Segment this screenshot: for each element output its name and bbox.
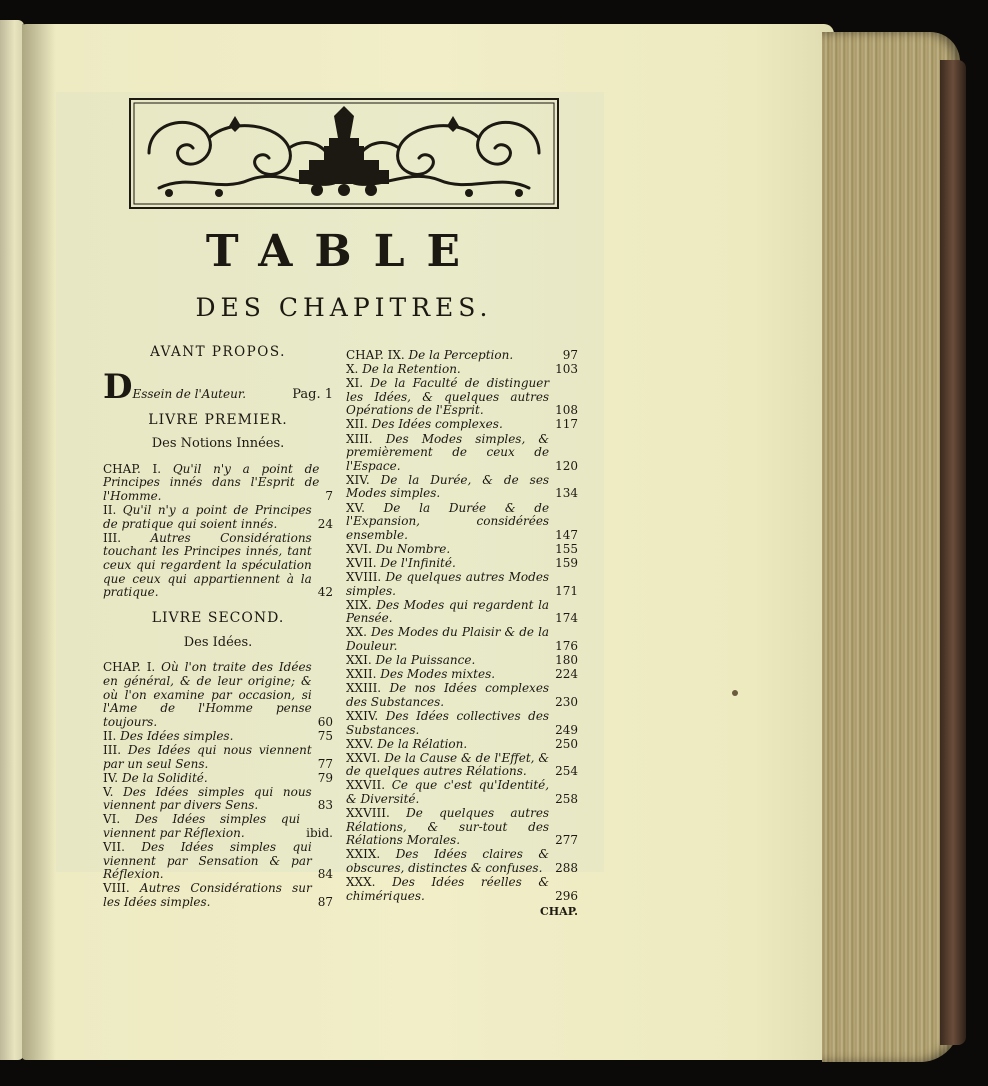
- toc-entry-title: De la Puissance.: [375, 653, 476, 668]
- toc-entry: [103, 772, 333, 786]
- toc-entry: [346, 599, 578, 626]
- toc-entry-title: De la Durée & de l'Expansion, considérées ensemble.: [346, 500, 550, 542]
- toc-entry-label: XIV.: [346, 472, 370, 487]
- toc-entry: [346, 474, 578, 501]
- toc-entry-page: 87: [317, 895, 333, 909]
- toc-entry-page: 60: [317, 714, 333, 729]
- toc-entry-page: 24: [317, 516, 333, 531]
- toc-entry-title: Où l'on traite des Idées en général, & de leur origine; & où l'on examine par occasion, si l'Ame de l'Homme pense toujours.: [103, 660, 312, 729]
- toc-entry-title: Des Idées simples.: [120, 728, 234, 743]
- toc-entry-page: 254: [555, 764, 578, 779]
- toc-entry-label: II.: [103, 503, 117, 518]
- toc-entry-page: 103: [555, 362, 578, 377]
- toc-entry-title: Des Modes du Plaisir & de la Douleur.: [346, 625, 550, 653]
- toc-entry: [346, 848, 578, 875]
- toc-entry-label: IV.: [103, 770, 119, 785]
- toc-entry: [346, 779, 578, 806]
- toc-entry-page: 117: [555, 417, 578, 432]
- toc-entry-page: 79: [317, 770, 333, 785]
- toc-entry: [103, 532, 333, 600]
- toc-entry-title: Qu'il n'y a point de Principes innés dans l'Esprit de l'Homme.: [103, 461, 320, 503]
- toc-entry-title: Des Idées simples qui viennent par Réflexion.: [103, 812, 301, 841]
- toc-entry-page: 120: [555, 458, 578, 473]
- toc-entry: [346, 710, 578, 737]
- toc-entry: [346, 876, 578, 903]
- toc-entry-label: V.: [103, 784, 114, 799]
- toc-entry-title: Des Idées réelles & chimériques.: [346, 875, 550, 903]
- livre-second-entries: [103, 661, 333, 909]
- toc-entry-page: 159: [555, 555, 578, 570]
- dessein-entry: [103, 366, 333, 407]
- toc-entry-label: XVII.: [346, 555, 377, 570]
- toc-entry-page: 277: [555, 833, 578, 848]
- toc-entry-page: 7: [325, 488, 333, 503]
- toc-entry-page: 224: [555, 667, 578, 682]
- toc-entry-label: XXIII.: [346, 681, 382, 696]
- toc-entry-label: XVIII.: [346, 570, 382, 584]
- cover-edge: [940, 60, 966, 1045]
- toc-entry-page: ibid.: [306, 826, 333, 841]
- livre-second-heading: LIVRE SECOND.: [151, 610, 285, 627]
- toc-entry-title: De quelques autres Modes simples.: [346, 570, 550, 598]
- toc-entry-page: 83: [317, 798, 333, 813]
- toc-entry: [103, 841, 333, 882]
- toc-entry-label: XX.: [346, 625, 367, 640]
- toc-entry: [346, 682, 578, 709]
- toc-entry: [346, 654, 578, 668]
- toc-entry: [346, 738, 578, 752]
- toc-entry: [103, 661, 333, 729]
- toc-entry-label: XXVI.: [346, 750, 381, 765]
- toc-entry-page: 258: [555, 792, 578, 806]
- dessein-page: Pag. 1: [292, 386, 333, 402]
- toc-entry-label: CHAP. I.: [103, 461, 162, 476]
- previous-page-edge: [0, 20, 24, 1060]
- toc-entry: [346, 668, 578, 682]
- toc-entry-page: 75: [317, 728, 333, 743]
- toc-entry-label: XIII.: [346, 431, 373, 446]
- right-entries: [346, 349, 578, 903]
- livre-premier-entries: [103, 463, 333, 600]
- toc-entry-label: XI.: [346, 376, 364, 391]
- toc-entry-label: XV.: [346, 500, 365, 515]
- toc-entry-title: Qu'il n'y a point de Principes de pratique qui soient innés.: [103, 503, 312, 531]
- toc-entry-page: 288: [555, 860, 578, 875]
- toc-entry: [103, 730, 333, 744]
- toc-entry-title: Ce que c'est qu'Identité, & Diversité.: [346, 778, 550, 806]
- toc-entry-page: 174: [555, 611, 578, 626]
- toc-entry-title: De la Cause & de l'Effet, & de quelques autres Rélations.: [346, 750, 550, 779]
- toc-entry-title: Des Idées simples qui nous viennent par divers Sens.: [103, 784, 312, 813]
- toc-entry-label: XXI.: [346, 653, 372, 668]
- toc-entry-title: Des Idées qui nous viennent par un seul Sens.: [103, 742, 312, 771]
- toc-entry-page: 42: [317, 585, 333, 600]
- toc-entry-label: X.: [346, 362, 359, 377]
- toc-entry-title: Des Idées complexes.: [371, 417, 503, 432]
- toc-entry-page: 147: [555, 527, 578, 542]
- toc-entry: [346, 433, 578, 474]
- toc-entry-label: CHAP. I.: [103, 660, 156, 675]
- toc-entry-label: XIX.: [346, 597, 372, 612]
- catchword: CHAP.: [540, 905, 578, 919]
- toc-entry: [103, 504, 333, 531]
- toc-entry: [103, 882, 333, 909]
- toc-entry-label: XXX.: [346, 875, 376, 890]
- toc-entry: [346, 363, 578, 377]
- toc-entry: [103, 813, 333, 840]
- page-speck: [732, 690, 738, 696]
- toc-entry-title: De la Solidité.: [121, 770, 208, 785]
- toc-entry-label: XXVIII.: [346, 806, 390, 821]
- toc-entry-title: Des Modes simples, & premièrement de ceux de l'Espace.: [346, 431, 550, 473]
- toc-entry: [346, 807, 578, 848]
- avant-propos-heading: AVANT PROPOS.: [150, 344, 286, 360]
- toc-entry-label: XXII.: [346, 667, 377, 682]
- toc-entry-page: 230: [555, 694, 578, 709]
- toc-entry-title: Des Modes qui regardent la Pensée.: [346, 597, 550, 626]
- toc-entry-label: XII.: [346, 417, 368, 432]
- ornamental-headpiece: [129, 98, 559, 209]
- page-title: TABLE: [205, 226, 483, 277]
- toc-entry-label: XXVII.: [346, 778, 386, 793]
- toc-entry: [103, 786, 333, 813]
- toc-entry-title: Des Modes mixtes.: [380, 667, 496, 682]
- toc-entry-title: De quelques autres Rélations, & sur-tout des Rélations Morales.: [346, 806, 550, 848]
- toc-entry-label: XVI.: [346, 541, 372, 556]
- right-column: [346, 349, 578, 919]
- toc-entry-title: De la Perception.: [408, 348, 514, 362]
- drop-cap: D: [103, 366, 133, 407]
- toc-entry-title: De la Durée, & de ses Modes simples.: [346, 472, 550, 501]
- toc-entry-page: 171: [555, 583, 578, 598]
- toc-entry-title: De nos Idées complexes des Substances.: [346, 681, 550, 709]
- toc-entry: [346, 502, 578, 543]
- toc-entry-title: De l'Infinité.: [380, 555, 456, 570]
- toc-entry: [103, 463, 333, 504]
- toc-entry: [346, 752, 578, 779]
- toc-entry-title: Des Idées collectives des Substances.: [346, 708, 550, 737]
- toc-entry-label: VIII.: [103, 881, 130, 896]
- livre-second-subtitle: Des Idées.: [183, 634, 253, 650]
- toc-entry: [346, 557, 578, 571]
- toc-entry-page: 134: [555, 486, 578, 501]
- toc-entry-label: XXIV.: [346, 708, 379, 723]
- toc-entry-title: De la Rélation.: [377, 736, 468, 751]
- page-subtitle: DES CHAPITRES.: [195, 293, 493, 322]
- toc-entry: [346, 626, 578, 653]
- toc-entry-page: 108: [555, 403, 578, 418]
- toc-entry-title: Du Nombre.: [375, 541, 451, 556]
- toc-entry-page: 176: [555, 638, 578, 653]
- toc-entry-label: II.: [103, 728, 117, 743]
- toc-entry: [346, 377, 578, 418]
- toc-entry-title: Des Idées claires & obscures, distinctes & confuses.: [346, 847, 550, 875]
- toc-entry-label: XXIX.: [346, 847, 381, 862]
- toc-entry-page: 97: [562, 348, 578, 362]
- toc-entry: [346, 418, 578, 432]
- toc-entry: [103, 744, 333, 771]
- toc-entry-title: Des Idées simples qui viennent par Sensation & par Réflexion.: [103, 840, 312, 882]
- toc-entry-label: III.: [103, 530, 122, 545]
- toc-entry-page: 180: [555, 653, 578, 668]
- toc-entry-label: VII.: [103, 840, 125, 855]
- toc-entry-title: Autres Considérations sur les Idées simples.: [103, 881, 312, 909]
- livre-premier-subtitle: Des Notions Innées.: [151, 436, 285, 452]
- toc-entry-label: CHAP. IX.: [346, 348, 405, 362]
- toc-entry-label: III.: [103, 742, 122, 757]
- toc-entry-label: XXV.: [346, 736, 374, 751]
- toc-entry: [346, 571, 578, 598]
- toc-entry: [346, 349, 578, 363]
- toc-entry-label: VI.: [103, 812, 121, 827]
- gutter-shadow: [22, 24, 56, 1060]
- toc-entry-page: 84: [317, 867, 333, 882]
- toc-entry-title: De la Faculté de distinguer les Idées, & quelques autres Opérations de l'Esprit.: [346, 376, 550, 418]
- dessein-text: Essein de l'Auteur.: [132, 386, 247, 401]
- toc-entry-title: De la Retention.: [362, 362, 461, 377]
- left-column: [103, 346, 333, 910]
- toc-entry-page: 249: [555, 722, 578, 737]
- toc-entry-title: Autres Considérations touchant les Principes innés, tant ceux qui regardent la spéculation que ceux qui appartiennent à la pratique.: [103, 530, 312, 600]
- toc-entry-page: 77: [317, 756, 333, 771]
- toc-entry-page: 296: [555, 888, 578, 903]
- toc-entry-page: 155: [555, 541, 578, 556]
- toc-entry: [346, 543, 578, 557]
- livre-premier-heading: LIVRE PREMIER.: [148, 411, 288, 428]
- toc-entry-page: 250: [555, 736, 578, 751]
